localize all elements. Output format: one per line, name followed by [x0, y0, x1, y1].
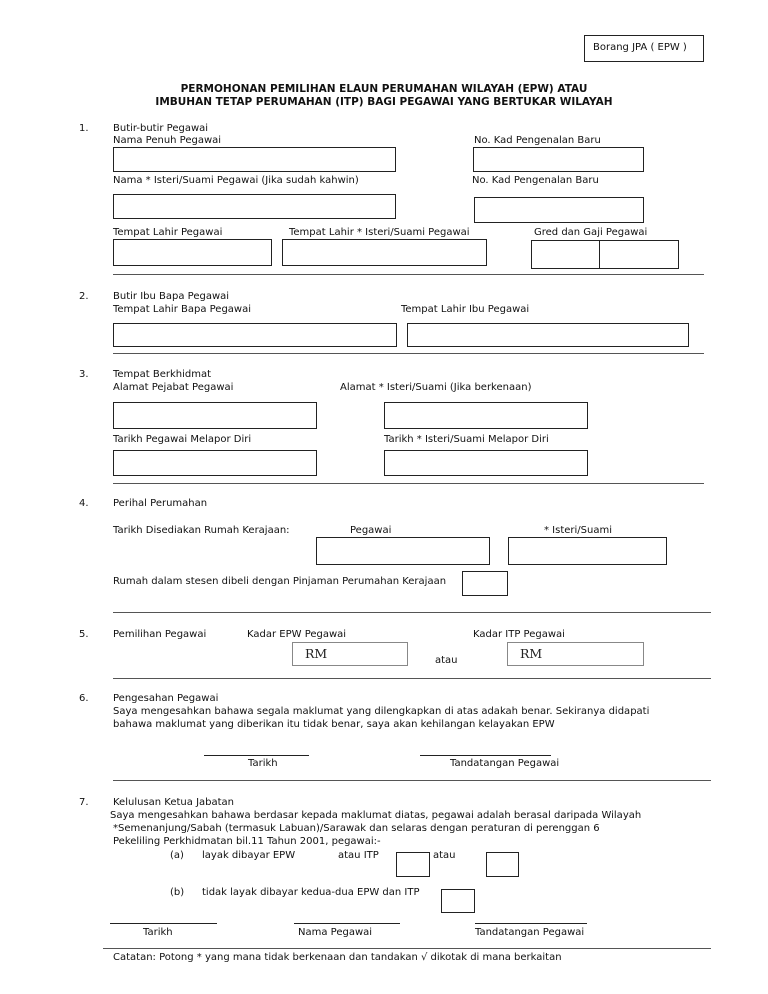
- option-b-text: tidak layak dibayar kedua-dua EPW dan ITP: [202, 887, 420, 898]
- nama-penuh-field[interactable]: [113, 147, 396, 172]
- tarikh-melapor-label: Tarikh Pegawai Melapor Diri: [113, 434, 252, 445]
- tarikh-rumah-isteri-field[interactable]: [508, 537, 667, 565]
- option-a-itp: atau ITP: [338, 850, 379, 861]
- kelulusan-line1: Saya mengesahkan bahawa berdasar kepada maklumat diatas, pegawai adalah berasal daripada Wilayah: [110, 810, 642, 821]
- section-divider: [113, 678, 711, 679]
- kadar-epw-label: Kadar EPW Pegawai: [247, 629, 347, 640]
- section-1-heading: Butir-butir Pegawai: [113, 123, 209, 134]
- kp-baru-label-2: No. Kad Pengenalan Baru: [472, 175, 599, 186]
- alamat-pejabat-field[interactable]: [113, 402, 317, 429]
- section-4-number: 4.: [79, 498, 89, 509]
- section-3-number: 3.: [79, 369, 89, 380]
- tarikh-sign-line-7[interactable]: [110, 923, 217, 924]
- nama-penuh-label: Nama Penuh Pegawai: [113, 135, 222, 146]
- tarikh-isteri-melapor-field[interactable]: [384, 450, 588, 476]
- option-a-atau: atau: [433, 850, 456, 861]
- tarikh-melapor-field[interactable]: [113, 450, 317, 476]
- nama-sign-line-7[interactable]: [294, 923, 400, 924]
- kelulusan-line2: *Semenanjung/Sabah (termasuk Labuan)/Sarawak dan selaras dengan peraturan di perenggan 6: [113, 823, 600, 834]
- catatan-note: Catatan: Potong * yang mana tidak berkenaan dan tandakan √ dikotak di mana berkaitan: [113, 952, 562, 963]
- kelulusan-line3: Pekeliling Perkhidmatan bil.11 Tahun 2001, pegawai:-: [113, 836, 381, 847]
- section-5-heading: Pemilihan Pegawai: [113, 629, 207, 640]
- tandatangan-sign-line[interactable]: [420, 755, 551, 756]
- page-title-line2: IMBUHAN TETAP PERUMAHAN (ITP) BAGI PEGAWAI YANG BERTUKAR WILAYAH: [155, 96, 613, 108]
- tarikh-caption: Tarikh: [248, 758, 278, 769]
- alamat-isteri-field[interactable]: [384, 402, 588, 429]
- bapa-label: Tempat Lahir Bapa Pegawai: [113, 304, 252, 315]
- section-divider: [113, 353, 704, 354]
- kp-baru-label-1: No. Kad Pengenalan Baru: [474, 135, 601, 146]
- tempat-lahir-field[interactable]: [113, 239, 272, 266]
- section-2-number: 2.: [79, 291, 89, 302]
- alamat-pejabat-label: Alamat Pejabat Pegawai: [113, 382, 234, 393]
- gaji-field[interactable]: [599, 240, 679, 269]
- section-3-heading: Tempat Berkhidmat: [113, 369, 212, 380]
- tidak-layak-checkbox[interactable]: [441, 889, 475, 913]
- kadar-itp-field[interactable]: RM: [507, 642, 644, 666]
- form-code: Borang JPA ( EPW ): [593, 42, 687, 53]
- gred-gaji-label: Gred dan Gaji Pegawai: [534, 227, 648, 238]
- option-a-text: layak dibayar EPW: [202, 850, 296, 861]
- pegawai-label: Pegawai: [350, 525, 392, 536]
- section-divider: [113, 274, 704, 275]
- section-divider: [113, 483, 704, 484]
- section-6-heading: Pengesahan Pegawai: [113, 693, 219, 704]
- section-7-heading: Kelulusan Ketua Jabatan: [113, 797, 235, 808]
- rumah-dibeli-label: Rumah dalam stesen dibeli dengan Pinjaman Perumahan Kerajaan: [113, 576, 447, 587]
- gred-field[interactable]: [531, 240, 600, 269]
- epw-checkbox[interactable]: [396, 852, 430, 877]
- tempat-lahir-isteri-field[interactable]: [282, 239, 487, 266]
- section-2-heading: Butir Ibu Bapa Pegawai: [113, 291, 230, 302]
- section-4-heading: Perihal Perumahan: [113, 498, 208, 509]
- tarikh-rumah-pegawai-field[interactable]: [316, 537, 490, 565]
- section-7-number: 7.: [79, 797, 89, 808]
- tandatangan-caption-7: Tandatangan Pegawai: [475, 927, 585, 938]
- section-6-number: 6.: [79, 693, 89, 704]
- tarikh-rumah-label: Tarikh Disediakan Rumah Kerajaan:: [113, 525, 290, 536]
- bapa-field[interactable]: [113, 323, 397, 347]
- tandatangan-sign-line-7[interactable]: [475, 923, 587, 924]
- kadar-epw-field[interactable]: RM: [292, 642, 408, 666]
- page-title-line1: PERMOHONAN PEMILIHAN ELAUN PERUMAHAN WILAYAH (EPW) ATAU: [180, 83, 588, 95]
- tarikh-isteri-melapor-label: Tarikh * Isteri/Suami Melapor Diri: [384, 434, 549, 445]
- option-b-label: (b): [170, 887, 185, 898]
- section-5-number: 5.: [79, 629, 89, 640]
- kp-baru-field-2[interactable]: [474, 197, 644, 223]
- tandatangan-caption: Tandatangan Pegawai: [450, 758, 560, 769]
- section-divider: [113, 780, 711, 781]
- nama-isteri-field[interactable]: [113, 194, 396, 219]
- section-1-number: 1.: [79, 123, 89, 134]
- option-a-label: (a): [170, 850, 184, 861]
- alamat-isteri-label: Alamat * Isteri/Suami (Jika berkenaan): [340, 382, 532, 393]
- rumah-dibeli-checkbox[interactable]: [462, 571, 508, 596]
- nama-caption-7: Nama Pegawai: [298, 927, 373, 938]
- tempat-lahir-label: Tempat Lahir Pegawai: [113, 227, 223, 238]
- tarikh-caption-7: Tarikh: [143, 927, 173, 938]
- atau-text: atau: [435, 655, 458, 666]
- tarikh-sign-line[interactable]: [204, 755, 309, 756]
- ibu-label: Tempat Lahir Ibu Pegawai: [401, 304, 530, 315]
- section-divider: [113, 612, 711, 613]
- pengesahan-line2: bahawa maklumat yang diberikan itu tidak benar, saya akan kehilangan kelayakan EPW: [113, 719, 555, 730]
- tempat-lahir-isteri-label: Tempat Lahir * Isteri/Suami Pegawai: [289, 227, 470, 238]
- isteri-label: * Isteri/Suami: [544, 525, 613, 536]
- kadar-itp-label: Kadar ITP Pegawai: [473, 629, 565, 640]
- nama-isteri-label: Nama * Isteri/Suami Pegawai (Jika sudah kahwin): [113, 175, 359, 186]
- section-divider: [103, 948, 711, 949]
- pengesahan-line1: Saya mengesahkan bahawa segala maklumat yang dilengkapkan di atas adakah benar. Sekiranya didapati: [113, 706, 650, 717]
- kp-baru-field-1[interactable]: [473, 147, 644, 172]
- itp-checkbox[interactable]: [486, 852, 519, 877]
- ibu-field[interactable]: [407, 323, 689, 347]
